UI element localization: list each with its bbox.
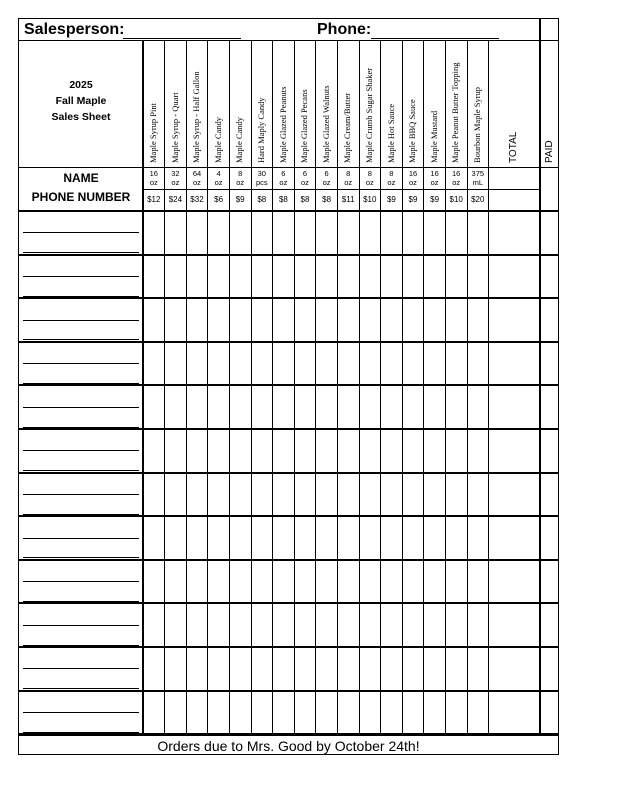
product-price: $9 (235, 195, 245, 204)
product-price: $24 (168, 195, 183, 204)
salesperson-field[interactable] (123, 38, 241, 39)
column-divider (294, 41, 295, 734)
sheet-title (19, 77, 143, 125)
product-size-value: 8 (346, 169, 351, 178)
product-size-value: 375 (471, 169, 485, 178)
product-size-value: 8 (367, 169, 372, 178)
product-name: Maple Mustard (428, 110, 439, 163)
product-size (229, 169, 251, 187)
order-entry-name-phone[interactable] (19, 691, 143, 735)
title-year: 2025 (69, 79, 93, 91)
product-size (208, 169, 230, 187)
product-size (273, 169, 295, 187)
column-divider (315, 41, 316, 734)
product-name: Maple Syrup - Quart (169, 92, 180, 163)
product-size-unit: oz (409, 178, 417, 187)
product-price: $9 (386, 195, 396, 204)
product-size (467, 169, 489, 187)
product-price: $9 (430, 195, 440, 204)
product-size (143, 169, 165, 187)
product-price: $9 (408, 195, 418, 204)
column-divider (359, 41, 360, 734)
title-line-3: Sales Sheet (51, 111, 111, 123)
phone-label: Phone: (317, 21, 372, 38)
product-name: Maple Syrup - Half Gallon (191, 71, 202, 163)
product-size (381, 169, 403, 187)
product-size-value: 16 (149, 169, 158, 178)
product-size-unit: oz (279, 178, 288, 187)
product-price: $11 (341, 195, 355, 204)
product-size-value: 6 (324, 169, 329, 178)
product-size-unit: oz (387, 178, 396, 187)
total-header: TOTAL (507, 131, 519, 163)
salesperson-label: Salesperson: (24, 21, 125, 38)
column-divider (423, 41, 424, 734)
product-size-value: 6 (281, 169, 286, 178)
product-name: Maple Glazed Peanuts (277, 86, 288, 163)
product-size-value: 8 (238, 169, 243, 178)
product-size-unit: oz (214, 178, 223, 187)
column-divider (251, 41, 252, 734)
product-size-value: 16 (452, 169, 461, 178)
column-divider (272, 41, 273, 734)
product-size-value: 16 (430, 169, 439, 178)
order-entry-name-phone[interactable] (19, 429, 143, 473)
product-size-unit: oz (193, 178, 201, 187)
product-name: Maple BBQ Sauce (407, 99, 418, 163)
product-size (251, 169, 273, 187)
product-price: $20 (471, 195, 485, 204)
column-divider (164, 41, 165, 734)
product-price: $6 (214, 195, 224, 204)
product-price: $8 (322, 195, 332, 204)
product-price: $8 (257, 195, 267, 204)
product-size (445, 169, 467, 187)
product-name: Maple Glazed Walnuts (320, 85, 331, 163)
product-size (359, 169, 381, 187)
sales-sheet (18, 18, 559, 755)
product-price: $32 (190, 195, 204, 204)
product-size-value: 32 (171, 169, 180, 178)
product-name: Maple Candy (234, 116, 245, 163)
product-size-value: 8 (389, 169, 394, 178)
product-size (316, 169, 338, 187)
column-divider (229, 41, 230, 734)
header-row (19, 19, 539, 41)
order-entry-name-phone[interactable] (19, 516, 143, 560)
column-divider (380, 41, 381, 734)
product-size-value: 16 (408, 169, 418, 178)
product-price: $12 (147, 195, 161, 204)
product-size-unit: oz (430, 178, 439, 187)
product-name: Maple Cream/Butter (342, 92, 353, 163)
product-price: $10 (363, 195, 377, 204)
product-size-value: 6 (302, 169, 308, 178)
title-line-2: Fall Maple (55, 95, 107, 107)
product-size-unit: oz (171, 178, 180, 187)
product-size (337, 169, 359, 187)
product-size-unit: oz (236, 178, 245, 187)
product-price: $8 (300, 195, 310, 204)
column-divider (186, 41, 187, 734)
footer-note: Orders due to Mrs. Good by October 24th! (19, 735, 558, 755)
product-size-unit: oz (301, 178, 309, 187)
phone-field[interactable] (371, 38, 499, 39)
order-entry-name-phone[interactable] (19, 255, 143, 299)
product-name: Maple Hot Sauce (385, 103, 396, 163)
header-corner-cell (539, 19, 558, 41)
order-entry-name-phone[interactable] (19, 603, 143, 647)
product-name: Maple Syrup Pint (148, 103, 158, 163)
product-size-value: 30 (257, 169, 266, 178)
order-entry-name-phone[interactable] (19, 342, 143, 386)
product-size (402, 169, 424, 187)
order-entry-name-phone[interactable] (19, 560, 143, 604)
size-divider (143, 189, 540, 190)
product-price: $10 (449, 195, 463, 204)
product-name: Hard Maply Candy (256, 97, 266, 163)
product-price: $8 (278, 195, 288, 204)
order-entry-name-phone[interactable] (19, 647, 143, 691)
column-divider (467, 41, 468, 734)
product-name: Maple Peanut Butter Topping (450, 62, 461, 163)
order-entry-name-phone[interactable] (19, 473, 143, 517)
column-divider (402, 41, 403, 734)
order-entry-name-phone[interactable] (19, 211, 143, 255)
product-size (424, 169, 446, 187)
column-divider (337, 41, 338, 734)
product-size (294, 169, 316, 187)
order-entry-name-phone[interactable] (19, 298, 143, 342)
product-size-unit: oz (452, 178, 461, 187)
paid-header: PAID (544, 140, 555, 163)
product-size-unit: oz (149, 178, 158, 187)
product-size-unit: pcs (255, 178, 268, 187)
product-size-value: 4 (216, 169, 221, 178)
product-size-unit: oz (322, 178, 331, 187)
header-divider (19, 167, 558, 168)
product-size (186, 169, 208, 187)
column-divider (207, 41, 208, 734)
order-entry-name-phone[interactable] (19, 385, 143, 429)
product-size-unit: mL (472, 178, 483, 187)
product-size-value: 64 (192, 169, 202, 178)
total-paid-divider (539, 19, 541, 734)
product-size (165, 169, 187, 187)
product-name: Maple Candy (212, 116, 223, 163)
phone-number-header: PHONE NUMBER (31, 190, 131, 204)
product-size-unit: oz (344, 178, 353, 187)
product-name: Bourbon Maple Syrup (472, 86, 482, 163)
product-name: Maple Glazed Pecans (299, 89, 310, 163)
product-size-unit: oz (365, 178, 374, 187)
name-header: NAME (63, 171, 99, 185)
column-divider (445, 41, 446, 734)
column-divider (488, 41, 489, 734)
product-name: Maple Crumb Sugar Shaker (364, 67, 374, 163)
